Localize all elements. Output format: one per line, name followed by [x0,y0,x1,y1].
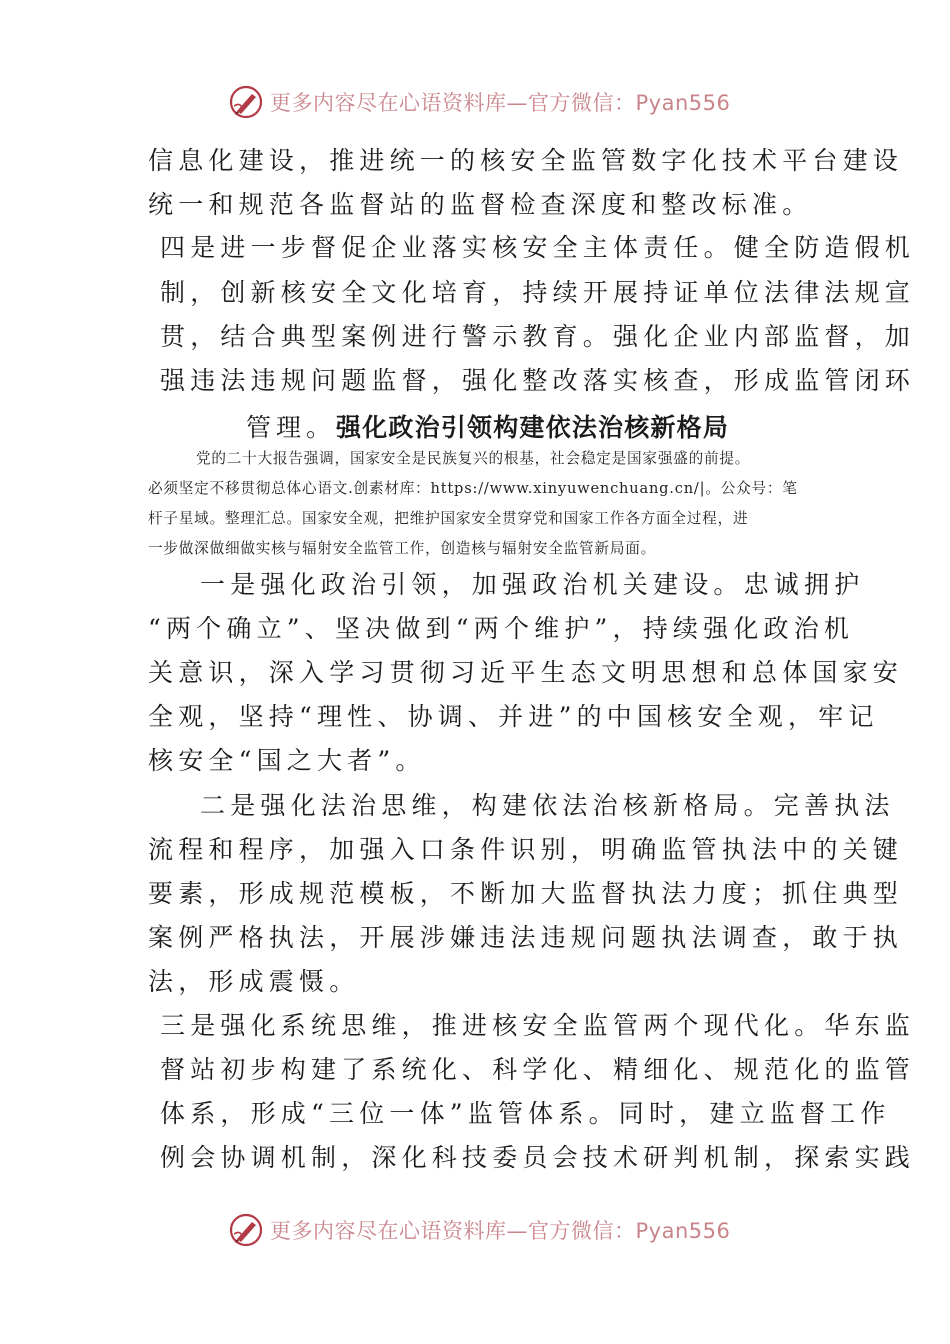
text-line: 法，形成震慑。 [148,967,360,996]
pen-logo-icon [228,84,264,120]
watermark-text: 更多内容尽在心语资料库—官方微信：Pyan556 [270,1219,731,1243]
text-line: “两个确立”、坚决做到“两个维护”，持续强化政治机 [148,614,855,643]
text-line: 要素，形成规范模板，不断加大监督执法力度；抓住典型 [148,879,904,908]
text-line: 流程和程序，加强入口条件识别，明确监管执法中的关键 [148,835,904,864]
section-heading-line [160,408,810,444]
text-line: 关意识，深入学习贯彻习近平生态文明思想和总体国家安 [148,658,904,687]
section-title: 强化政治引领构建依法治核新格局 [336,413,730,442]
text-line: 例会协调机制，深化科技委员会技术研判机制，探索实践 [160,1143,916,1172]
text-line: 四是进一步督促企业落实核安全主体责任。健全防造假机 [160,233,916,262]
text-line: 信息化建设，推进统一的核安全监管数字化技术平台建设 [148,146,904,175]
text-line: 三是强化系统思维，推进核安全监管两个现代化。华东监 [160,1011,916,1040]
text-line: 制，创新核安全文化培育，持续开展持证单位法律法规宣 [160,278,916,307]
small-text-line: 一步做深做细做实核与辐射安全监管工作，创造核与辐射安全监管新局面。 [148,540,656,557]
text-line: 统一和规范各监督站的监督检查深度和整改标准。 [148,190,813,219]
watermark-banner-top [228,80,731,124]
text-line: 督站初步构建了系统化、科学化、精细化、规范化的监管 [160,1055,916,1084]
small-text-line: 杆子星域。整理汇总。国家安全观，把维护国家安全贯穿党和国家工作各方面全过程，进 [148,510,749,527]
small-text-line: 党的二十大报告强调，国家安全是民族复兴的根基，社会稳定是国家强盛的前提。 [196,450,751,467]
text-line: 体系，形成“三位一体”监管体系。同时，建立监督工作 [160,1099,891,1128]
text-line: 二是强化法治思维，构建依法治核新格局。完善执法 [200,791,895,820]
text-line: 核安全“国之大者”。 [148,746,426,775]
pen-logo-icon [228,1212,264,1248]
text-line: 案例严格执法，开展涉嫌违法违规问题执法调查，敢于执 [148,923,904,952]
text-line: 强违法违规问题监督，强化整改落实核查，形成监管闭环 [160,366,916,395]
text-line: 一是强化政治引领，加强政治机关建设。忠诚拥护 [200,570,865,599]
text-line: 全观，坚持“理性、协调、并进”的中国核安全观，牢记 [148,702,879,731]
watermark-text: 更多内容尽在心语资料库—官方微信：Pyan556 [270,91,731,115]
small-text-line: 必须坚定不移贯彻总体心语文.创素材库：https://www.xinyuwenchuang.cn/|。公众号：笔 [148,480,798,497]
heading-prefix: 管理。 [246,413,337,442]
text-line: 贯，结合典型案例进行警示教育。强化企业内部监督，加 [160,322,916,351]
watermark-banner-bottom [228,1208,731,1252]
